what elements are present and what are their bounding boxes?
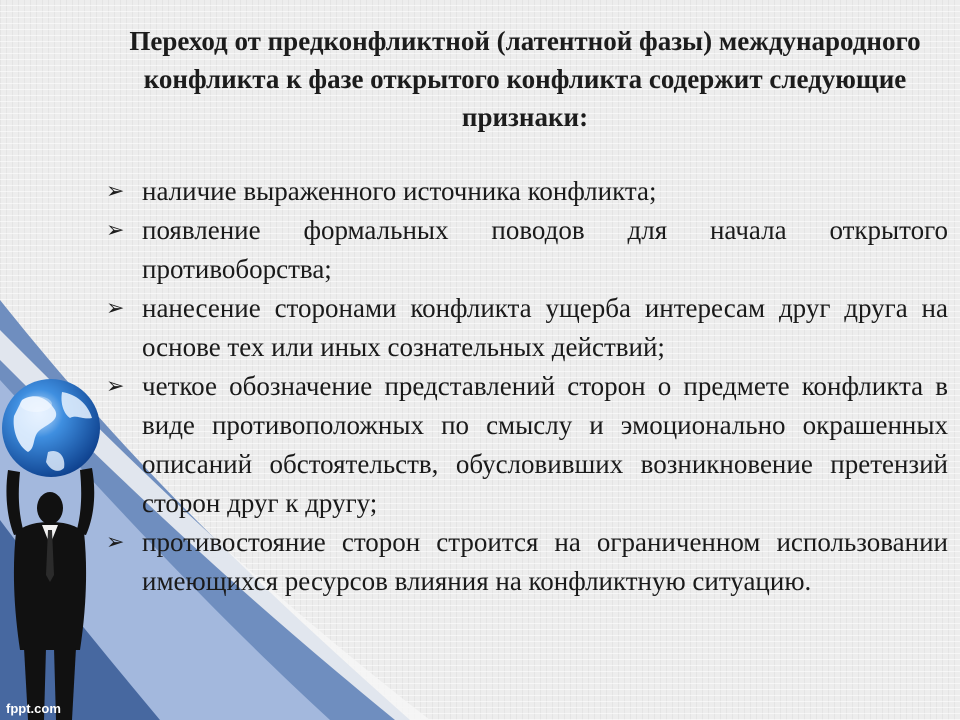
globe-icon [2,379,100,477]
arrow-bullet-icon: ➢ [106,218,125,243]
list-item [106,172,948,211]
footer-watermark: fppt.com [6,701,61,716]
list-item [106,289,948,367]
arrow-bullet-icon: ➢ [106,296,125,321]
list-item-text: противостояние сторон строится на ограниченном использовании имеющихся ресурсов влияния на конфликтную ситуацию. [142,527,948,596]
arrow-bullet-icon: ➢ [106,530,125,555]
list-item-text: нанесение сторонами конфликта ущерба интересам друг друга на основе тех или иных сознательных действий; [142,293,948,362]
bullet-list [106,172,948,601]
arrow-bullet-icon: ➢ [106,374,125,399]
list-item [106,211,948,289]
list-item [106,367,948,523]
slide-title: Переход от предконфликтной (латентной фазы) международного конфликта к фазе открытого конфликта содержит следующие признаки: [129,26,921,132]
arrow-bullet-icon: ➢ [106,179,125,204]
list-item-text: четкое обозначение представлений сторон о предмете конфликта в виде противоположных по смыслу и эмоционально окрашенных описаний обстоятельств, обусловивших возникновение претензий сторон друг к другу; [142,371,948,518]
list-item-text: появление формальных поводов для начала открытого противоборства; [142,215,948,284]
list-item [106,523,948,601]
list-item-text: наличие выраженного источника конфликта; [142,176,657,206]
